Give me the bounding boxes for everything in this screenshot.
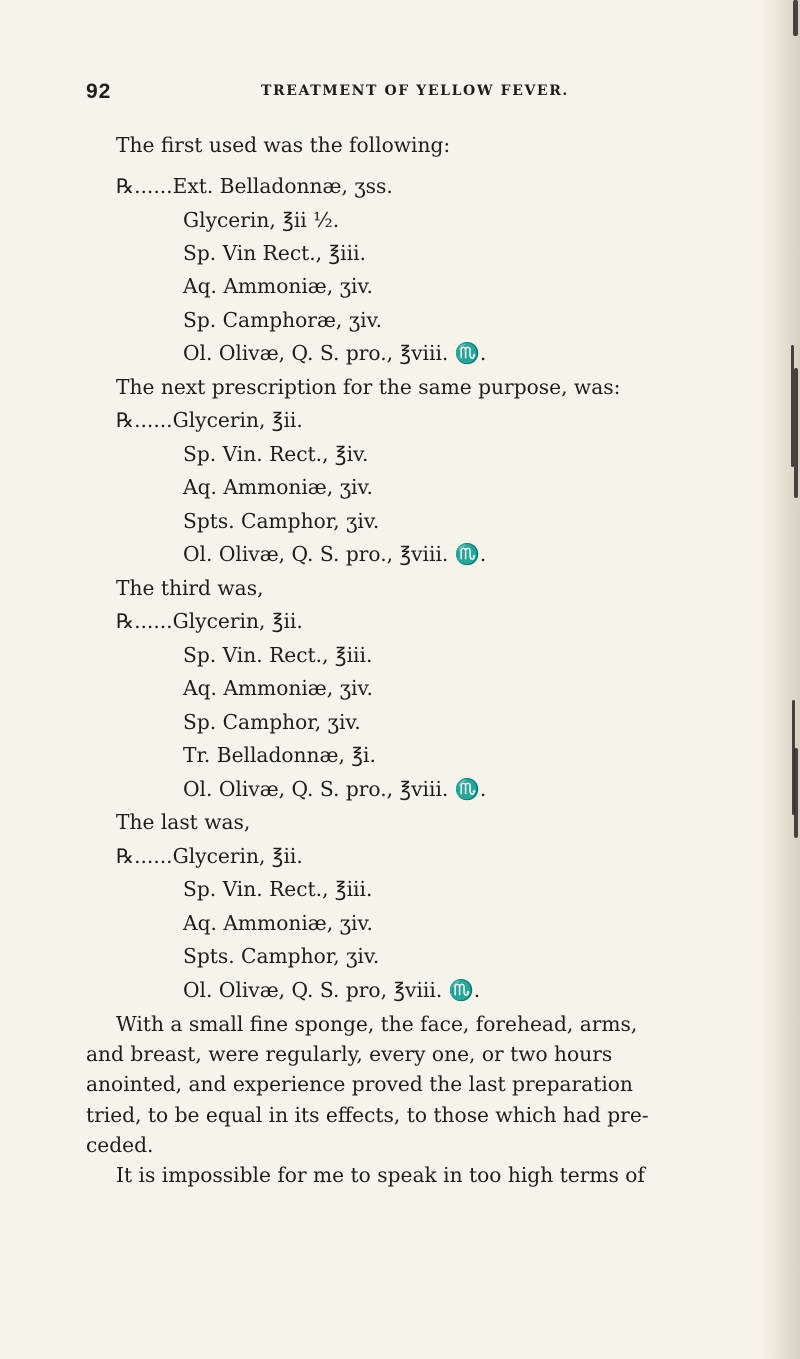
prescription-2-first-line: ℞......Glycerin, ℥ii. [116, 408, 303, 432]
prescription-2-ingredient: Ol. Olivæ, Q. S. pro., ℥viii. ♏. [183, 542, 487, 566]
intro-line-2: The next prescription for the same purpose, was: [116, 375, 621, 399]
prescription-1-ingredient: Glycerin, ℥ii ½. [183, 208, 340, 232]
paragraph-line: With a small fine sponge, the face, forehead, arms, [116, 1012, 638, 1036]
edge-mark [794, 368, 798, 498]
prescription-4-ingredient: Aq. Ammoniæ, ʒiv. [183, 911, 373, 935]
intro-line-1: The first used was the following: [116, 133, 451, 157]
paragraph-line: tried, to be equal in its effects, to those which had pre- [86, 1102, 649, 1127]
paragraph-line: anointed, and experience proved the last preparation [86, 1072, 633, 1097]
prescription-2-ingredient: Aq. Ammoniæ, ʒiv. [183, 475, 373, 499]
prescription-1-ingredient: Aq. Ammoniæ, ʒiv. [183, 274, 373, 298]
intro-line-3: The third was, [116, 576, 264, 600]
edge-mark [793, 0, 798, 36]
paragraph-line: ceded. [86, 1132, 154, 1157]
prescription-1-ingredient: Ol. Olivæ, Q. S. pro., ℥viii. ♏. [183, 341, 487, 365]
prescription-4-first-line: ℞......Glycerin, ℥ii. [116, 844, 303, 868]
running-title: TREATMENT OF YELLOW FEVER. [261, 83, 569, 99]
prescription-3-ingredient: Aq. Ammoniæ, ʒiv. [183, 676, 373, 700]
page-number: 92 [86, 80, 112, 103]
edge-mark [794, 748, 798, 838]
prescription-3-ingredient: Tr. Belladonnæ, ℥i. [183, 743, 376, 767]
prescription-4-ingredient: Sp. Vin. Rect., ℥iii. [183, 877, 373, 901]
prescription-2-ingredient: Sp. Vin. Rect., ℥iv. [183, 442, 369, 466]
prescription-1-ingredient: Sp. Camphoræ, ʒiv. [183, 308, 383, 332]
prescription-3-ingredient: Sp. Camphor, ʒiv. [183, 710, 361, 734]
closing-paragraph [86, 1009, 728, 1190]
paragraph-line: It is impossible for me to speak in too high terms of [116, 1163, 645, 1188]
prescription-3-ingredient: Ol. Olivæ, Q. S. pro., ℥viii. ♏. [183, 777, 487, 801]
prescription-2-ingredient: Spts. Camphor, ʒiv. [183, 509, 380, 533]
prescription-3-ingredient: Sp. Vin. Rect., ℥iii. [183, 643, 373, 667]
intro-line-4: The last was, [116, 810, 251, 834]
prescription-4-ingredient: Spts. Camphor, ʒiv. [183, 944, 380, 968]
page-header [86, 80, 726, 110]
prescription-3-first-line: ℞......Glycerin, ℥ii. [116, 609, 303, 633]
page-edge-shadow [758, 0, 800, 1359]
prescription-1-first-line: ℞......Ext. Belladonnæ, ʒss. [116, 174, 393, 198]
paragraph-line: and breast, were regularly, every one, or two hours [86, 1042, 613, 1067]
prescription-4-ingredient: Ol. Olivæ, Q. S. pro, ℥viii. ♏. [183, 978, 481, 1002]
prescription-1-ingredient: Sp. Vin Rect., ℥iii. [183, 241, 366, 265]
